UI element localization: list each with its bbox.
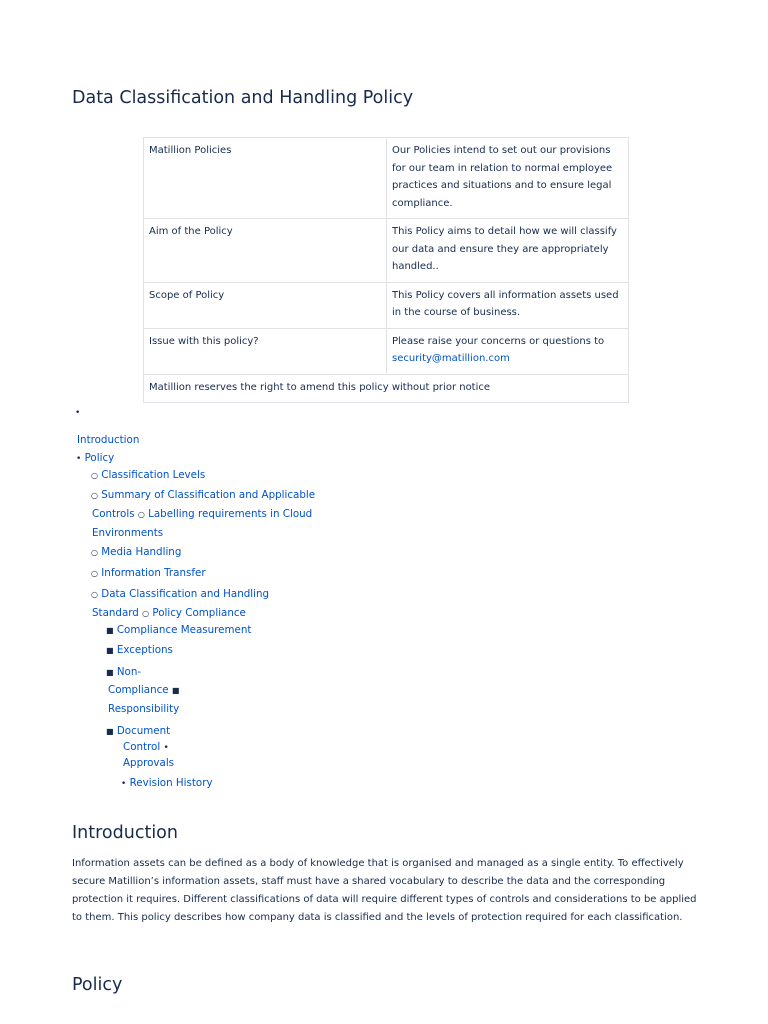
square-bullet-icon: ■ [106,668,114,677]
policy-info-table [143,137,629,403]
security-email-link[interactable]: security@matillion.com [392,353,510,364]
toc-link-policy[interactable]: Policy [84,452,115,464]
policy-heading: Policy [72,975,123,995]
bullet-icon: • [121,779,127,789]
table-cell-label: Scope of Policy [144,282,387,328]
table-cell-text: Our Policies intend to set out our provisions for our team in relation to normal employee practices and situations and to ensure legal compliance. [387,138,629,219]
toc-link-summary-cont[interactable]: Controls [92,508,135,520]
contact-text: Please raise your concerns or questions to [392,335,605,347]
toc-link-summary[interactable]: Summary of Classification and Applicable [101,489,316,501]
table-cell-label: Issue with this policy? [144,328,387,374]
page-title: Data Classification and Handling Policy [72,88,414,108]
toc-link-introduction[interactable]: Introduction [77,434,140,446]
toc-link-policy-compliance[interactable]: Policy Compliance [152,607,246,619]
table-cell-label: Matillion Policies [144,138,387,219]
square-bullet-icon: ■ [171,686,180,695]
toc-link-non-compliance-cont[interactable]: Compliance [108,684,169,696]
toc-link-media-handling[interactable]: Media Handling [101,546,182,558]
circle-bullet-icon: ○ [91,491,98,500]
toc-link-labelling-cont[interactable]: Environments [92,527,164,539]
bullet-icon: • [76,454,82,464]
toc-link-classification-levels[interactable]: Classification Levels [101,469,206,481]
circle-bullet-icon: ○ [91,590,98,599]
table-row [144,374,629,403]
table-row [144,328,629,374]
circle-bullet-icon: ○ [91,471,98,480]
table-cell-label: Aim of the Policy [144,219,387,283]
toc-link-revision-history[interactable]: Revision History [129,777,213,789]
toc-link-approvals[interactable]: Approvals [123,757,175,769]
circle-bullet-icon: ○ [142,609,150,618]
bullet-icon: • [75,408,81,418]
toc-link-handling-standard-cont[interactable]: Standard [92,607,139,619]
square-bullet-icon: ■ [106,626,114,635]
toc-link-exceptions[interactable]: Exceptions [116,644,173,656]
toc-link-non-compliance[interactable]: Non- [116,666,142,678]
square-bullet-icon: ■ [106,727,114,736]
toc-link-compliance-measurement[interactable]: Compliance Measurement [116,624,252,636]
table-cell-text: This Policy aims to detail how we will classify our data and ensure they are appropriately handled.. [387,219,629,283]
bullet-icon: • [163,743,169,753]
table-row [144,138,629,219]
toc-link-handling-standard[interactable]: Data Classification and Handling [101,588,270,600]
introduction-paragraph: Information assets can be defined as a body of knowledge that is organised and managed as a single entity. To effectively secure Matillion’s information assets, staff must have a shared vocabulary to describe the data and the corresponding protection it requires. Different classifications of data will require different types of controls and considerations to be applied to them. This policy describes how company data is classified and the levels of protection required for each classification. [72,858,697,923]
introduction-heading: Introduction [72,823,178,843]
toc-link-document-control-cont[interactable]: Control [123,741,161,753]
toc-link-responsibility[interactable]: Responsibility [108,703,180,715]
square-bullet-icon: ■ [106,646,114,655]
table-row [144,282,629,328]
toc-link-labelling[interactable]: Labelling requirements in Cloud [148,508,313,520]
toc-link-information-transfer[interactable]: Information Transfer [101,567,206,579]
table-cell-text [387,328,629,374]
table-cell-text: This Policy covers all information assets used in the course of business. [387,282,629,328]
circle-bullet-icon: ○ [91,569,98,578]
circle-bullet-icon: ○ [91,548,98,557]
table-footer-note: Matillion reserves the right to amend this policy without prior notice [144,374,629,403]
table-row [144,219,629,283]
toc-link-document-control[interactable]: Document [116,725,171,737]
circle-bullet-icon: ○ [137,510,145,519]
